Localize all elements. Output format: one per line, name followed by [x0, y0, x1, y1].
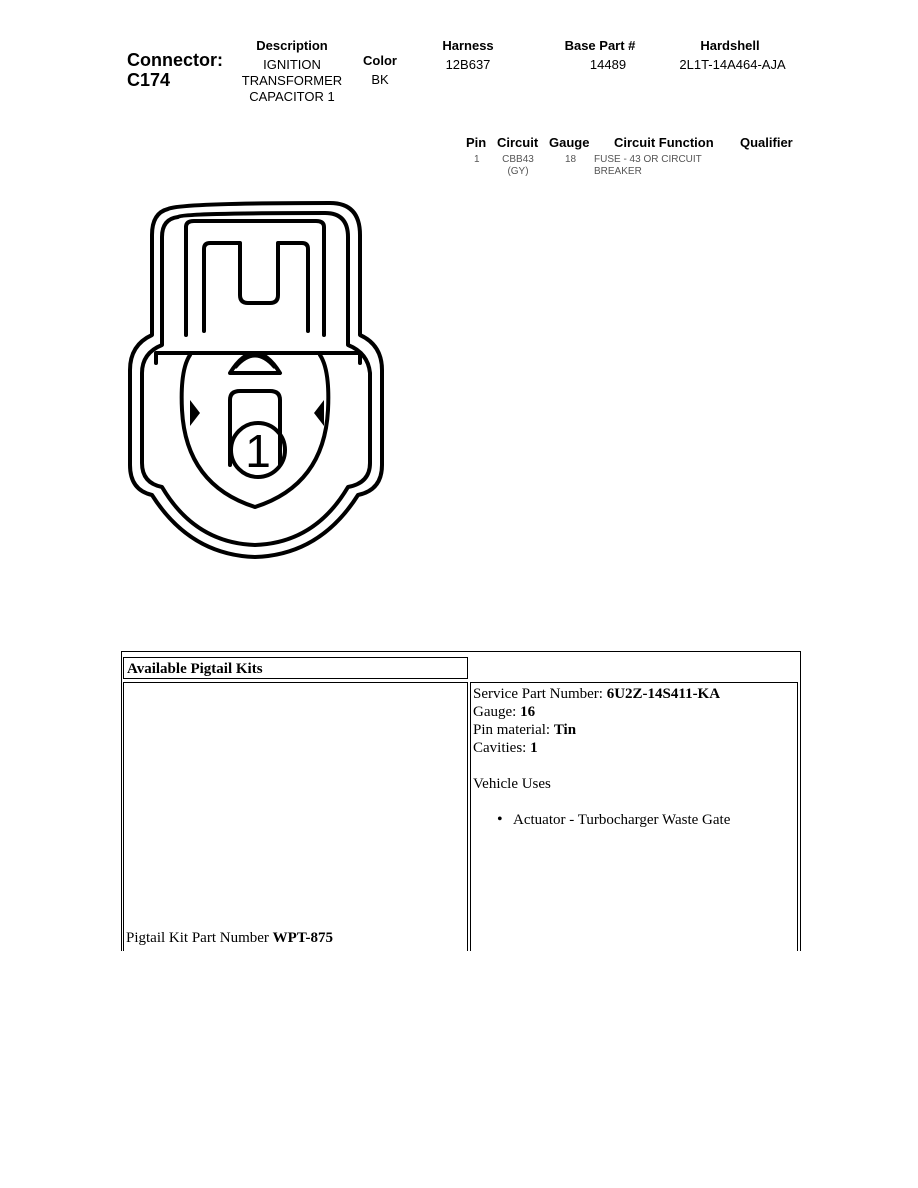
pin-number: 1: [474, 154, 480, 165]
cavities-label: Cavities:: [473, 740, 527, 756]
description-line: CAPACITOR 1: [249, 89, 335, 104]
service-part-row: [473, 685, 795, 703]
pin-header: Pin: [466, 135, 487, 150]
cavities-row: [473, 739, 795, 757]
description-header: Description: [256, 38, 328, 53]
gauge-value: 18: [565, 154, 577, 165]
housing-outline: [130, 203, 382, 557]
pin-material-value: Tin: [553, 722, 577, 738]
latch-tab: [204, 243, 308, 331]
vehicle-uses-list: [495, 811, 795, 829]
circuit-function-value: [594, 154, 702, 178]
kit-part-number: WPT-875: [272, 930, 333, 946]
color-header: Color: [363, 53, 397, 68]
pigtail-kit-part: [126, 929, 333, 947]
connector-label: Connector:: [127, 50, 223, 70]
kit-part-label: Pigtail Kit Part Number: [126, 930, 269, 946]
connector-diagram: [120, 195, 390, 570]
circuit-function-header: Circuit Function: [614, 135, 714, 150]
harness-value: 12B637: [445, 57, 491, 72]
vehicle-use-item: • Actuator - Turbocharger Waste Gate: [495, 811, 795, 829]
pigtail-title: Available Pigtail Kits: [127, 661, 263, 677]
cavity-label: 1: [245, 425, 271, 477]
qualifier-header: Qualifier: [740, 135, 793, 150]
gauge-row: [473, 703, 795, 721]
pigtail-details-cell: [470, 682, 798, 951]
function-line: BREAKER: [594, 166, 642, 177]
hardshell-header: Hardshell: [700, 38, 760, 53]
description-value: [222, 57, 362, 105]
description-line: IGNITION: [263, 57, 321, 72]
color-value: BK: [371, 72, 389, 87]
function-line: FUSE - 43 OR CIRCUIT: [594, 154, 702, 165]
base-part-header: Base Part #: [564, 38, 636, 53]
vehicle-uses-label: Vehicle Uses: [473, 776, 551, 792]
circuit-header: Circuit: [497, 135, 539, 150]
base-part-value: 14489: [589, 57, 627, 72]
right-key-icon: [314, 400, 324, 426]
circuit-value: [496, 154, 540, 178]
service-part-number: 6U2Z-14S411-KA: [606, 686, 721, 702]
pin-material-label: Pin material:: [473, 722, 551, 738]
pigtail-title-cell: [123, 657, 468, 679]
circuit-line: (GY): [507, 166, 529, 177]
pin-material-row: [473, 721, 795, 739]
gauge-label: Gauge:: [473, 704, 517, 720]
pigtail-details: [471, 683, 797, 831]
hardshell-value: 2L1T-14A464-AJA: [679, 57, 786, 72]
pigtail-image-cell: [123, 682, 468, 951]
connector-id: C174: [127, 70, 171, 90]
gauge-number: 16: [520, 704, 536, 720]
cavities-value: 1: [530, 740, 538, 756]
harness-header: Harness: [442, 38, 494, 53]
circuit-line: CBB43: [502, 154, 534, 165]
housing-inner-outline: [142, 213, 370, 545]
gauge-header: Gauge: [549, 135, 590, 150]
description-line: TRANSFORMER: [241, 73, 343, 88]
left-key-icon: [190, 400, 200, 426]
latch-frame: [186, 221, 324, 335]
service-part-label: Service Part Number:: [473, 686, 603, 702]
